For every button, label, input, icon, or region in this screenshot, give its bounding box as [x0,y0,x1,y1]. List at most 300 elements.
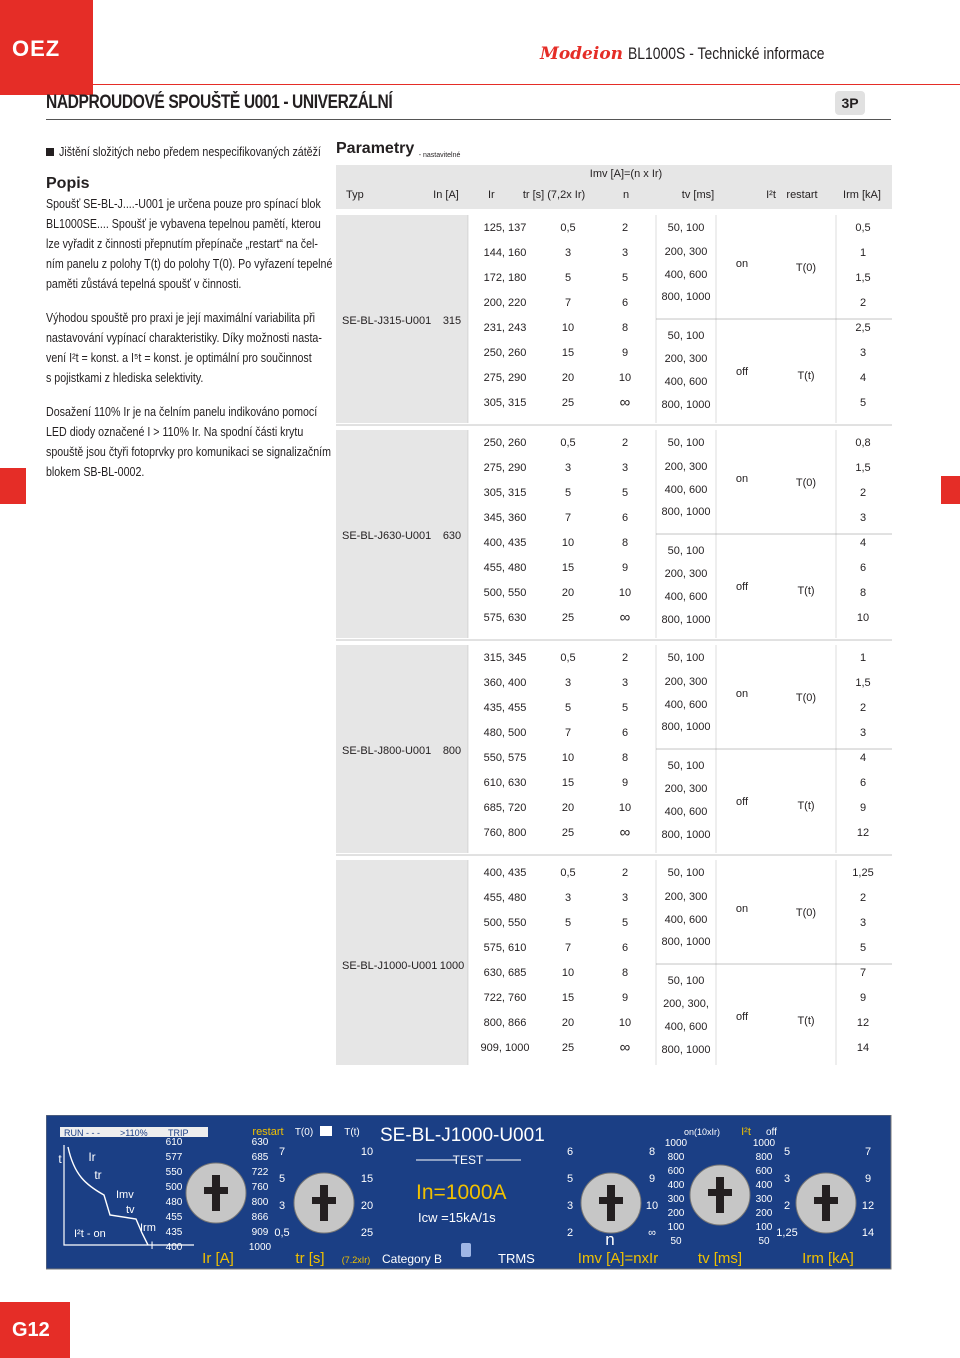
tr-value: 5 [564,272,572,284]
tv-off-value: 800, 1000 [661,614,711,626]
irm-value: 7 [859,967,867,979]
ir-value: 275, 290 [483,462,527,474]
irm-value: 0,8 [855,437,871,449]
n-knob[interactable] [581,1173,641,1233]
typ-label: SE-BL-J800-U001 [342,745,432,757]
ir-scale-left: 577 [165,1152,183,1163]
red-tab-left [0,468,26,504]
ir-value: 172, 180 [483,272,527,284]
tv-scale-left: 800 [667,1152,685,1163]
test-button[interactable] [461,1243,471,1257]
irm-value: 5 [859,397,867,409]
n-value: 9 [621,347,629,359]
n-value: 8 [621,752,629,764]
tv-scale-left: 1000 [664,1138,688,1149]
tr-scale-right: 20 [360,1200,374,1212]
table-block-2 [336,645,892,855]
test-label: TEST [452,1153,484,1167]
table-block-0 [336,215,892,425]
n-value: 3 [621,677,629,689]
ir-value: 250, 260 [483,347,527,359]
restart-tt: T(t) [797,1015,815,1027]
tv-off-value: 800, 1000 [661,1044,711,1056]
i2t-off: off [735,581,749,593]
n-scale-left: 2 [566,1227,574,1239]
tv-off-value: 400, 600 [664,806,708,818]
n-knob-label: n [605,1230,615,1249]
header-imv: Imv [A]=(n x Ir) [589,168,663,180]
application-bullet: Jištění složitých nebo předem nespecifikovaných zátěží [46,142,316,162]
tr-value: 10 [561,967,575,979]
typ-label: SE-BL-J630-U001 [342,530,432,542]
tr-value: 10 [561,752,575,764]
tr-value: 15 [561,992,575,1004]
ir-scale-left: 500 [165,1182,183,1193]
in-value: 800 [442,745,462,757]
table-block-3 [336,860,892,1065]
tr-value: 0,5 [560,222,576,234]
tv-on-value: 800, 1000 [661,936,711,948]
ir-value: 455, 480 [483,562,527,574]
n-value: 5 [621,702,629,714]
ir-scale-right: 722 [251,1167,269,1178]
tr-value: 7 [564,512,572,524]
tv-off-value: 400, 600 [664,591,708,603]
n-scale-right: 10 [645,1200,659,1212]
tv-off-value: 50, 100 [667,760,705,772]
n-value: 8 [621,322,629,334]
curve-irm: Irm [140,1222,156,1234]
table-block-1 [336,430,892,640]
n-value: 8 [621,537,629,549]
tr-scale-left: 5 [278,1173,286,1185]
tv-scale-right: 600 [755,1166,773,1177]
tv-knob[interactable] [690,1165,750,1225]
tv-on-value: 200, 300 [664,891,708,903]
knob-slot [814,1197,838,1204]
tr-scale-right: 15 [360,1173,374,1185]
tr-value: 3 [564,677,572,689]
typ-label: SE-BL-J315-U001 [342,315,432,327]
tv-off-label: off [766,1127,777,1138]
tv-on-value: 800, 1000 [661,721,711,733]
ir-knob[interactable] [186,1163,246,1223]
i2t-on: on [735,688,749,700]
ir-scale-right: 1000 [248,1242,272,1253]
curve-imv: Imv [116,1189,134,1201]
irm-value: 2,5 [855,322,871,334]
tv-on-label: on(10xIr) [684,1127,721,1137]
irm-scale-left: 3 [783,1173,791,1185]
tr-value: 25 [561,612,575,624]
tr-value: 10 [561,322,575,334]
tv-scale-left: 200 [667,1208,685,1219]
irm-knob[interactable] [796,1173,856,1233]
ir-scale-left: 480 [165,1197,183,1208]
tv-scale-left: 600 [667,1166,685,1177]
ir-value: 315, 345 [483,652,527,664]
ir-scale-right: 866 [251,1212,269,1223]
tv-off-value: 800, 1000 [661,829,711,841]
tv-on-value: 800, 1000 [661,506,711,518]
n-value: 3 [621,892,629,904]
i2t-off: off [735,796,749,808]
ir-value: 760, 800 [483,827,527,839]
tv-on-value: 400, 600 [664,269,708,281]
led-110: >110% [120,1128,148,1138]
tr-value: 10 [561,537,575,549]
ir-value: 550, 575 [483,752,527,764]
tr-scale-right: 25 [360,1227,374,1239]
tr-value: 0,5 [560,652,576,664]
bullet-square-icon [46,148,54,156]
header-col-5: tv [ms] [681,189,715,201]
tv-i2t-label: I²t [741,1126,751,1138]
ir-value: 630, 685 [483,967,527,979]
curve-i: I [150,1240,154,1252]
ir-value: 610, 630 [483,777,527,789]
tr-value: 15 [561,562,575,574]
n-value: ∞ [619,394,631,411]
ir-value: 500, 550 [483,587,527,599]
in-value: 630 [442,530,462,542]
irm-value: 2 [859,702,867,714]
led-trip: TRIP [168,1128,189,1138]
tv-scale-left: 50 [670,1236,682,1247]
in-value: 315 [442,315,462,327]
ir-value: 144, 160 [483,247,527,259]
tv-scale-right: 300 [755,1194,773,1205]
header-rule [93,84,960,85]
ir-scale-left: 550 [165,1167,183,1178]
n-scale-left: 5 [566,1173,574,1185]
header-col-0: Typ [346,189,364,201]
irm-value: 2 [859,487,867,499]
rated-current: In=1000A [416,1181,507,1204]
ir-value: 722, 760 [483,992,527,1004]
tv-dial-title: tv [ms] [697,1250,743,1267]
header-col-6: I²t [766,189,776,201]
ir-dial-title: Ir [A] [202,1250,234,1267]
n-value: 10 [618,372,632,384]
restart-tt: T(t) [797,370,815,382]
restart-label: restart [252,1126,284,1138]
tr-value: 25 [561,827,575,839]
i2t-on: on [735,903,749,915]
n-value: ∞ [619,1039,631,1056]
irm-scale-right: 12 [861,1200,875,1212]
irm-scale-left: 1,25 [776,1227,798,1239]
i2t-off: off [735,366,749,378]
tr-knob[interactable] [294,1173,354,1233]
ir-value: 250, 260 [483,437,527,449]
ir-value: 575, 630 [483,612,527,624]
irm-value: 3 [859,347,867,359]
irm-value: 12 [856,1017,870,1029]
irm-value: 5 [859,942,867,954]
n-value: 2 [621,437,629,449]
header-col-8: Irm [kA] [843,189,881,201]
curve-tr: tr [94,1168,102,1182]
irm-value: 9 [859,802,867,814]
ir-value: 575, 610 [483,942,527,954]
tv-off-value: 800, 1000 [661,399,711,411]
irm-value: 14 [856,1042,870,1054]
tr-value: 25 [561,397,575,409]
ir-value: 480, 500 [483,727,527,739]
irm-value: 4 [859,752,867,764]
oez-logo: OEZ [0,0,93,95]
irm-value: 0,5 [855,222,871,234]
n-value: 3 [621,462,629,474]
n-value: 2 [621,652,629,664]
tr-scale-left: 3 [278,1200,286,1212]
ir-value: 200, 220 [483,297,527,309]
ir-value: 305, 315 [483,487,527,499]
ir-scale-right: 630 [251,1137,269,1148]
tv-on-value: 400, 600 [664,699,708,711]
tv-scale-left: 400 [667,1180,685,1191]
irm-scale-left: 2 [783,1200,791,1212]
paragraph-1: Spoušť SE-BL-J....-U001 je určena pouze pro spínací blok BL1000SE.... Spoušť je vybavena tepelnou pamětí, kterou lze vyřadit z činnosti přepnutím přepínače „restart“ na čel- ním panelu z polohy T(t) do polohy T(0). Po vyřazení tepelné paměti zůstává tepelná spoušť v činnosti. [46,196,333,291]
tv-off-value: 200, 300 [664,783,708,795]
header-col-1: In [A] [433,189,459,201]
tv-off-value: 400, 600 [664,1021,708,1033]
tv-on-value: 50, 100 [667,652,705,664]
ir-scale-right: 800 [251,1197,269,1208]
irm-value: 10 [856,612,870,624]
tr-value: 7 [564,297,572,309]
n-value: ∞ [619,609,631,626]
curve-t: t [58,1152,62,1166]
paragraph-3: Dosažení 110% Ir je na čelním panelu indikováno pomocí LED diody označené I > 110% Ir. Na spodní části krytu spouště jsou čtyři fotoprvky pro komunikaci se signalizačním blokem SB-BL-0002. [46,404,331,479]
n-dial-title: Imv [A]=nxIr [577,1250,659,1267]
category-label: Category B [382,1252,443,1266]
tv-scale-left: 300 [667,1194,685,1205]
page-number: G12 [0,1302,70,1358]
n-scale-right: ∞ [648,1227,656,1239]
restart-t0: T(0) [795,692,817,704]
n-value: 6 [621,297,629,309]
n-value: 6 [621,512,629,524]
short-time-withstand: Icw =15kA/1s [418,1210,496,1225]
ir-value: 275, 290 [483,372,527,384]
irm-value: 4 [859,372,867,384]
knob-slot [312,1197,336,1204]
tr-scale-left: 0,5 [274,1227,290,1239]
tv-scale-right: 200 [755,1208,773,1219]
ir-value: 435, 455 [483,702,527,714]
n-value: 2 [621,222,629,234]
restart-tt: T(t) [797,800,815,812]
knob-slot [708,1189,732,1196]
typ-label: SE-BL-J1000-U001 [342,960,438,972]
tv-on-value: 50, 100 [667,437,705,449]
n-value: 6 [621,942,629,954]
tv-scale-right: 800 [755,1152,773,1163]
irm-scale-right: 7 [864,1146,872,1158]
n-value: 10 [618,802,632,814]
ir-scale-right: 760 [251,1182,269,1193]
tv-on-value: 50, 100 [667,222,705,234]
tr-value: 25 [561,1042,575,1054]
tv-scale-left: 100 [667,1222,685,1233]
n-value: 9 [621,562,629,574]
tv-off-value: 50, 100 [667,330,705,342]
irm-value: 12 [856,827,870,839]
brand-name: Modeion [540,44,624,64]
header-col-4: n [622,189,630,201]
panel-model: SE-BL-J1000-U001 [380,1125,545,1146]
tv-on-value: 200, 300 [664,461,708,473]
led-run: RUN - - - [64,1128,100,1138]
tv-off-value: 400, 600 [664,376,708,388]
ir-value: 305, 315 [483,397,527,409]
tv-scale-right: 50 [758,1236,770,1247]
restart-t0: T(0) [795,262,817,274]
ir-scale-left: 400 [165,1242,183,1253]
ir-scale-right: 685 [251,1152,269,1163]
title-rule [46,119,891,120]
tr-value: 20 [561,587,575,599]
n-value: 2 [621,867,629,879]
i2t-off: off [735,1011,749,1023]
ir-value: 800, 866 [483,1017,527,1029]
tv-on-value: 400, 600 [664,914,708,926]
irm-scale-right: 9 [864,1173,872,1185]
restart-switch[interactable] [320,1126,332,1136]
irm-value: 8 [859,587,867,599]
ir-scale-right: 909 [251,1227,269,1238]
ir-value: 455, 480 [483,892,527,904]
irm-value: 2 [859,892,867,904]
tr-value: 5 [564,702,572,714]
tr-dial-note: (7.2xIr) [341,1255,371,1265]
tv-off-value: 200, 300 [664,353,708,365]
section-popis: Popis [46,175,90,192]
knob-slot [204,1187,228,1194]
tv-on-value: 800, 1000 [661,291,711,303]
tr-dial-title: tr [s] [295,1250,325,1267]
ir-value: 360, 400 [483,677,527,689]
doc-title: BL1000S - Technické informace [627,44,825,63]
n-value: 10 [618,1017,632,1029]
tv-off-value: 50, 100 [667,545,705,557]
irm-value: 2 [859,297,867,309]
tr-value: 0,5 [560,867,576,879]
tv-on-value: 200, 300 [664,676,708,688]
irm-value: 1 [859,652,867,664]
page-title: NADPROUDOVÉ SPOUŠTĚ U001 - UNIVERZÁLNÍ [46,92,393,113]
irm-value: 3 [859,727,867,739]
n-value: 5 [621,917,629,929]
restart-tt: T(t) [797,585,815,597]
irm-value: 3 [859,917,867,929]
n-scale-right: 8 [648,1146,656,1158]
tr-scale-left: 7 [278,1146,286,1158]
description-column [46,142,333,482]
ir-value: 231, 243 [483,322,527,334]
header-col-3: tr [s] (7,2x Ir) [522,189,586,201]
tv-scale-right: 1000 [752,1138,776,1149]
curve-ir: Ir [88,1150,96,1164]
tr-value: 15 [561,777,575,789]
restart-t0: T(0) [795,907,817,919]
n-value: 9 [621,992,629,1004]
ir-value: 400, 435 [483,867,527,879]
header-col-7: restart [786,189,818,201]
irm-value: 1,5 [855,462,871,474]
i2t-on: on [735,473,749,485]
trms-label: TRMS [498,1251,535,1266]
restart-tt-label: T(t) [344,1127,360,1138]
tv-off-value: 200, 300 [664,568,708,580]
tr-value: 5 [564,487,572,499]
tv-on-value: 200, 300 [664,246,708,258]
n-value: 3 [621,247,629,259]
ir-value: 400, 435 [483,537,527,549]
ir-scale-left: 435 [165,1227,183,1238]
tr-scale-right: 10 [360,1146,374,1158]
restart-t0: T(0) [795,477,817,489]
tr-value: 7 [564,942,572,954]
red-tab-right [941,476,960,504]
curve-i2t: I²t - on [74,1228,106,1240]
irm-value: 3 [859,512,867,524]
tr-value: 3 [564,892,572,904]
i2t-on: on [735,258,749,270]
tv-on-value: 50, 100 [667,867,705,879]
restart-t0-label: T(0) [294,1127,314,1138]
n-value: 10 [618,587,632,599]
ir-value: 909, 1000 [480,1042,530,1054]
irm-dial-title: Irm [kA] [802,1250,854,1267]
ir-value: 500, 550 [483,917,527,929]
n-scale-right: 9 [648,1173,656,1185]
n-value: 5 [621,487,629,499]
n-value: 9 [621,777,629,789]
ir-value: 125, 137 [483,222,527,234]
tv-scale-right: 100 [755,1222,773,1233]
n-scale-left: 3 [566,1200,574,1212]
tr-value: 5 [564,917,572,929]
n-value: 5 [621,272,629,284]
irm-scale-right: 14 [861,1227,875,1239]
in-value: 1000 [439,960,465,972]
irm-value: 6 [859,777,867,789]
tr-value: 20 [561,802,575,814]
tr-value: 0,5 [560,437,576,449]
header-col-2: Ir [488,189,495,201]
n-value: 8 [621,967,629,979]
irm-value: 4 [859,537,867,549]
n-value: ∞ [619,824,631,841]
irm-value: 6 [859,562,867,574]
parameters-table [336,160,892,1065]
tr-value: 20 [561,372,575,384]
tv-scale-right: 400 [755,1180,773,1191]
trip-unit-front-panel [46,1115,892,1270]
poles-badge: 3P [835,91,865,115]
ir-value: 345, 360 [483,512,527,524]
tr-value: 3 [564,462,572,474]
tv-off-value: 50, 100 [667,975,705,987]
tv-off-value: 200, 300, [663,998,709,1010]
tv-on-value: 400, 600 [664,484,708,496]
tr-value: 15 [561,347,575,359]
tr-value: 7 [564,727,572,739]
irm-scale-left: 5 [783,1146,791,1158]
